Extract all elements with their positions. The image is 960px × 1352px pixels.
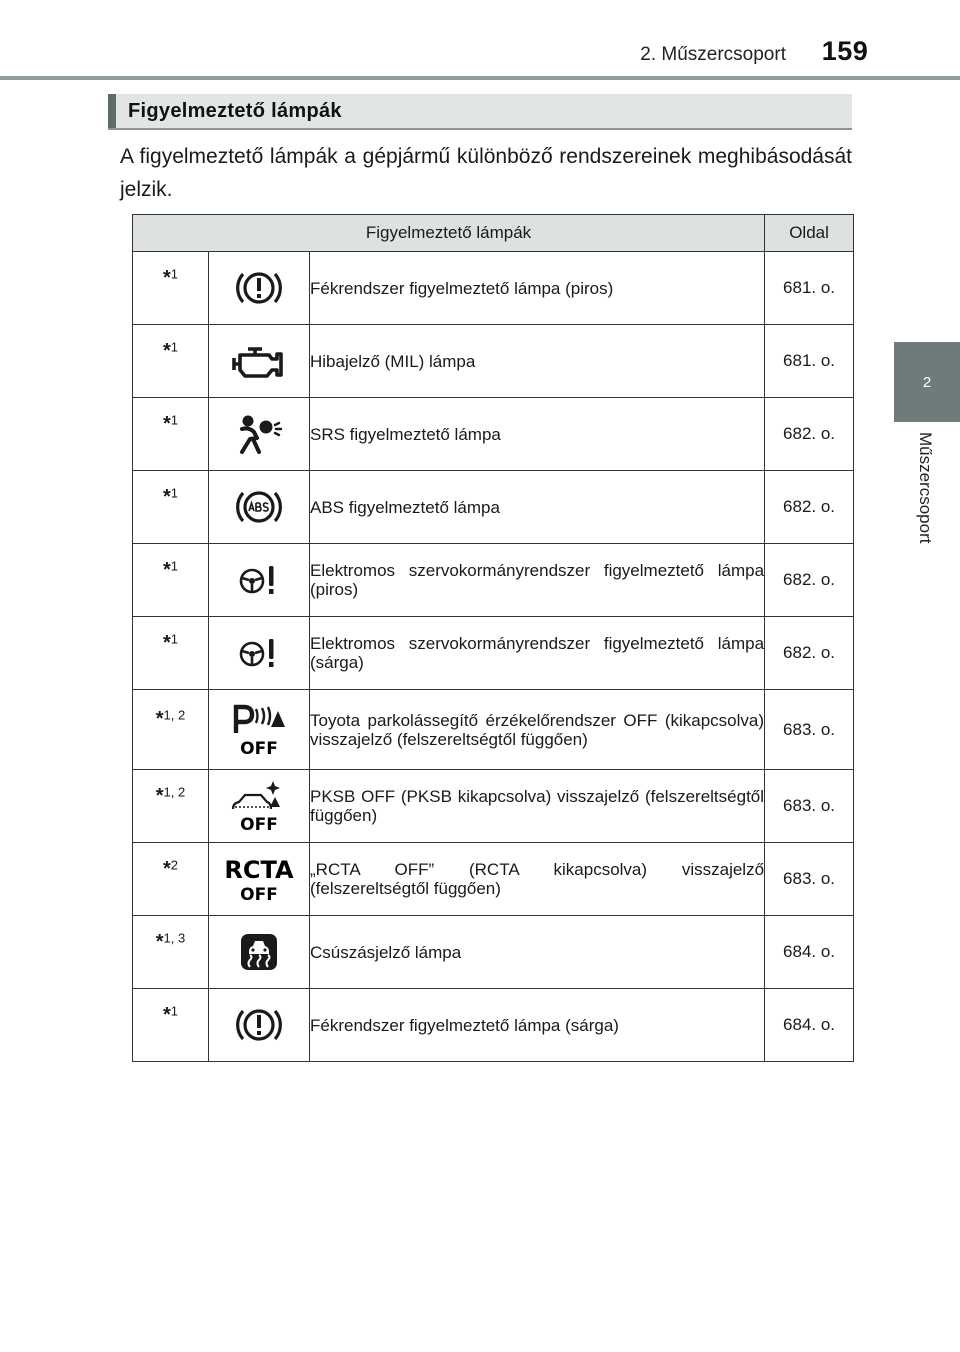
- chapter-title: 2. Műszercsoport: [640, 44, 786, 65]
- lamp-icon-cell: [209, 916, 310, 989]
- table-row: [133, 471, 854, 544]
- lamp-description: Elektromos szervokormányrendszer figyelmeztető lámpa (sárga): [310, 617, 765, 690]
- eps-warning-icon: [237, 563, 281, 597]
- footnote-mark: *1, 3: [133, 916, 209, 989]
- table-row: [133, 617, 854, 690]
- lamp-description: SRS figyelmeztető lámpa: [310, 398, 765, 471]
- footnote-mark: *1: [133, 989, 209, 1062]
- footnote-mark: *1: [133, 617, 209, 690]
- lamp-icon-cell: [209, 843, 310, 916]
- table-row: [133, 544, 854, 617]
- brake-warning-icon: [234, 265, 284, 311]
- table-header-row: [133, 215, 854, 252]
- srs-airbag-icon: [233, 412, 285, 456]
- table-row: [133, 916, 854, 989]
- lamp-icon-cell: [209, 325, 310, 398]
- page-reference: 681. o.: [765, 325, 854, 398]
- footnote-mark: *1: [133, 544, 209, 617]
- lamp-description: Csúszásjelző lámpa: [310, 916, 765, 989]
- lamp-description: PKSB OFF (PKSB kikapcsolva) visszajelző (felszereltségtől függően): [310, 770, 765, 843]
- lamp-description: Elektromos szervokormányrendszer figyelmeztető lámpa (piros): [310, 544, 765, 617]
- table-row: [133, 989, 854, 1062]
- column-header-page: Oldal: [765, 215, 854, 252]
- section-heading: [108, 94, 852, 130]
- engine-malfunction-icon: [231, 340, 287, 382]
- page-reference: 682. o.: [765, 544, 854, 617]
- page-reference: 682. o.: [765, 398, 854, 471]
- lamp-description: Toyota parkolássegítő érzékelőrendszer OFF (kikapcsolva) visszajelző (felszereltségtől függően): [310, 690, 765, 770]
- pksb-off-text: OFF: [240, 815, 278, 833]
- eps-warning-icon: [237, 636, 281, 670]
- rcta-off-icon: [222, 854, 296, 904]
- footnote-mark: *2: [133, 843, 209, 916]
- parking-sensor-off-icon: [231, 703, 287, 757]
- lamp-icon-cell: [209, 770, 310, 843]
- page-number: 159: [821, 36, 869, 66]
- header-rule: [0, 76, 960, 80]
- lamp-description: „RCTA OFF” (RCTA kikapcsolva) visszajelző (felszereltségtől függően): [310, 843, 765, 916]
- footnote-mark: *1, 2: [133, 770, 209, 843]
- rcta-off-text: OFF: [240, 885, 278, 904]
- table-row: [133, 252, 854, 325]
- footnote-mark: *1: [133, 252, 209, 325]
- page-reference: 683. o.: [765, 843, 854, 916]
- intro-paragraph: A figyelmeztető lámpák a gépjármű különböző rendszereinek meghibásodását jelzik.: [120, 145, 852, 201]
- warning-lamps-table: [132, 214, 854, 1062]
- table-row: [133, 843, 854, 916]
- footnote-mark: *1, 2: [133, 690, 209, 770]
- side-tab-label: [894, 432, 960, 572]
- lamp-description: Fékrendszer figyelmeztető lámpa (sárga): [310, 989, 765, 1062]
- lamp-icon-cell: [209, 471, 310, 544]
- rcta-text: RCTA: [224, 856, 294, 884]
- section-heading-text: Figyelmeztető lámpák: [128, 100, 342, 122]
- footnote-mark: *1: [133, 325, 209, 398]
- footnote-mark: *1: [133, 471, 209, 544]
- table-row: [133, 770, 854, 843]
- page-reference: 684. o.: [765, 916, 854, 989]
- side-tab-label-text: Műszercsoport: [916, 432, 935, 544]
- side-tab-number: 2: [894, 342, 960, 422]
- page-reference: 683. o.: [765, 690, 854, 770]
- lamp-icon-cell: [209, 252, 310, 325]
- table-row: [133, 398, 854, 471]
- page-reference: 684. o.: [765, 989, 854, 1062]
- footnote-mark: *1: [133, 398, 209, 471]
- page-reference: 682. o.: [765, 617, 854, 690]
- lamp-icon-cell: [209, 989, 310, 1062]
- lamp-icon-cell: [209, 544, 310, 617]
- pksb-off-icon: [229, 779, 289, 833]
- slip-indicator-icon: [239, 932, 279, 972]
- page-reference: 681. o.: [765, 252, 854, 325]
- table-row: [133, 325, 854, 398]
- parking-sensor-off-text: OFF: [240, 738, 278, 757]
- brake-warning-icon: [234, 1002, 284, 1048]
- lamp-description: Fékrendszer figyelmeztető lámpa (piros): [310, 252, 765, 325]
- abs-warning-icon: [234, 484, 284, 530]
- column-header-lamps: Figyelmeztető lámpák: [133, 215, 765, 252]
- page-reference: 683. o.: [765, 770, 854, 843]
- lamp-icon-cell: [209, 398, 310, 471]
- table-row: [133, 690, 854, 770]
- lamp-icon-cell: [209, 617, 310, 690]
- lamp-icon-cell: [209, 690, 310, 770]
- lamp-description: ABS figyelmeztető lámpa: [310, 471, 765, 544]
- page-reference: 682. o.: [765, 471, 854, 544]
- lamp-description: Hibajelző (MIL) lámpa: [310, 325, 765, 398]
